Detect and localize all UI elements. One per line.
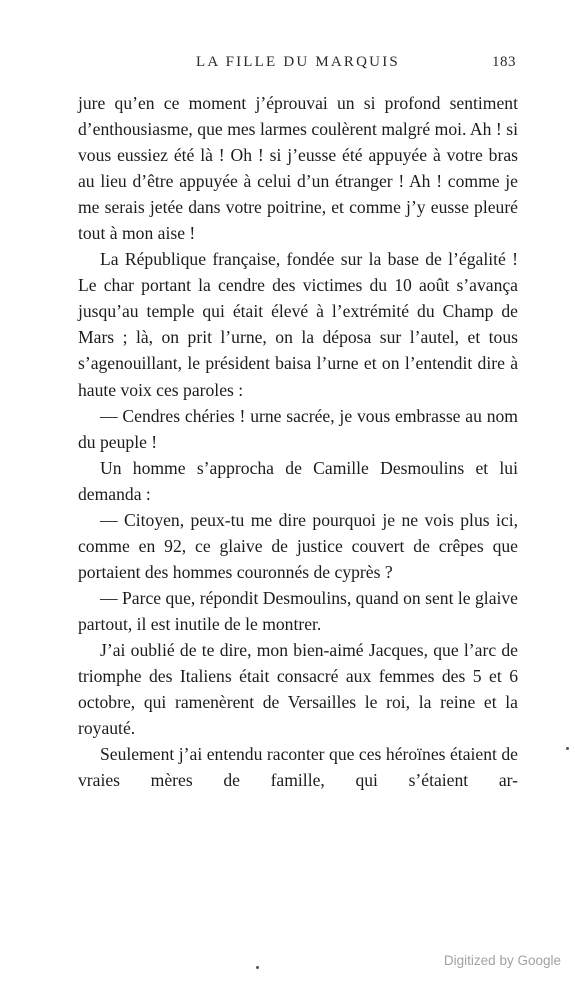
running-title: LA FILLE DU MARQUIS xyxy=(196,54,400,70)
paragraph: jure qu’en ce moment j’éprouvai un si profond sentiment d’enthousiasme, que mes larmes coulèrent malgré moi. Ah ! si vous eussiez été là ! Oh ! si j’eusse été appuyée à votre bras au lieu d’être appuyée à celui d’un étranger ! Ah ! comme je me serais jetée dans votre poitrine, et comme j’y eusse pleuré tout à mon aise ! xyxy=(78,93,518,244)
paragraph: Seulement j’ai entendu raconter que ces héroïnes étaient de vraies mères de famille, qui s’étaient ar- xyxy=(78,744,518,791)
ink-speck xyxy=(566,747,569,750)
paragraph: — Parce que, répondit Desmoulins, quand on sent le glaive partout, il est inutile de le montrer. xyxy=(78,587,518,634)
paragraph: Un homme s’approcha de Camille Desmoulins et lui demanda : xyxy=(78,457,518,504)
ink-speck xyxy=(256,966,259,969)
body-text xyxy=(78,90,518,793)
paragraph: J’ai oublié de te dire, mon bien-aimé Jacques, que l’arc de triomphe des Italiens était consacré aux femmes des 5 et 6 octobre, qui ramenèrent de Versailles le roi, la reine et la royauté. xyxy=(78,639,518,739)
paragraph: — Citoyen, peux-tu me dire pourquoi je ne vois plus ici, comme en 92, ce glaive de justice couvert de crêpes que portaient des hommes couronnés de cyprès ? xyxy=(78,509,518,582)
paragraph: — Cendres chéries ! urne sacrée, je vous embrasse au nom du peuple ! xyxy=(78,405,518,452)
page-number: 183 xyxy=(492,54,516,70)
page-header xyxy=(78,54,518,76)
paragraph: La République française, fondée sur la base de l’égalité ! Le char portant la cendre des victimes du 10 août s’avança jusqu’au temple qui était élevé à l’extrémité du Champ de Mars ; là, on prit l’urne, on la déposa sur l’autel, et tous s’agenouillant, le président baisa l’urne et on l’entendit dire à haute voix ces paroles : xyxy=(78,249,518,400)
digitized-watermark: Digitized by Google xyxy=(443,953,561,968)
